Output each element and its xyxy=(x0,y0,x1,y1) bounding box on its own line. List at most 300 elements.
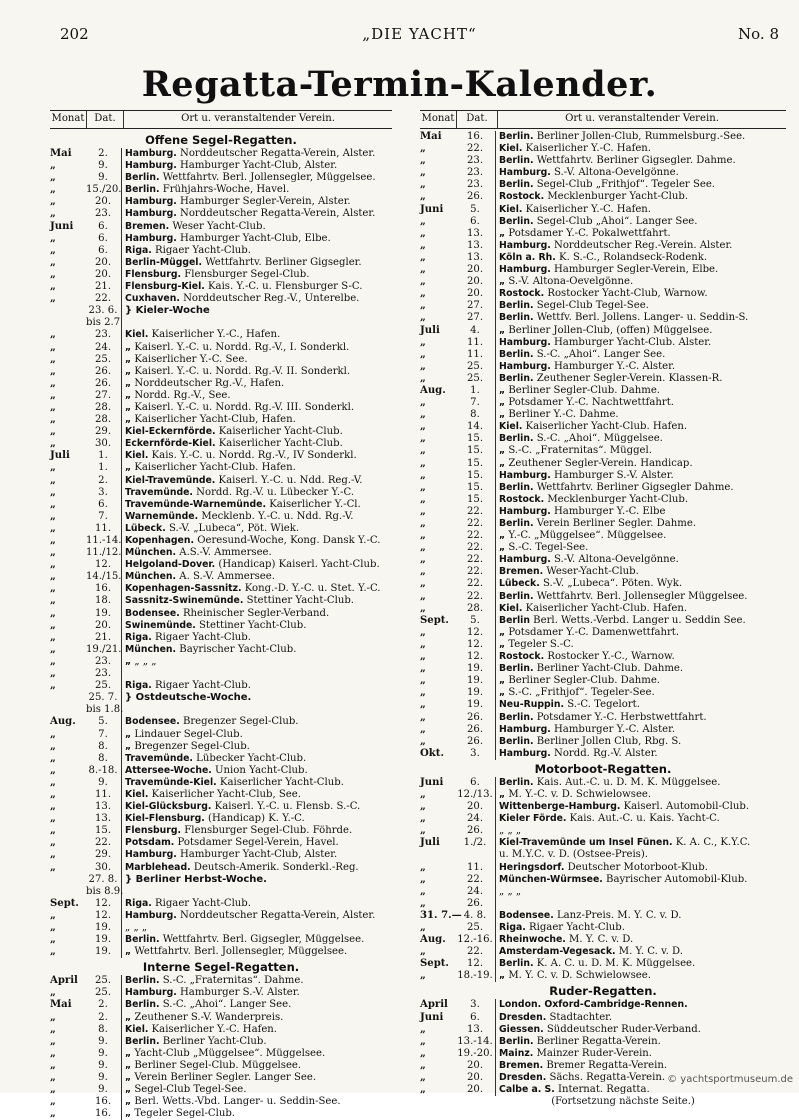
date-cell: 12.-16. xyxy=(456,934,496,946)
venue-club: Kaiserlicher Y.-C. See. xyxy=(131,353,248,365)
venue-club: Hamburger Yacht-Club, Elbe. xyxy=(176,232,331,244)
venue-club: Rigaer Yacht-Club. xyxy=(151,244,251,256)
month-cell: „ xyxy=(420,179,426,191)
venue-club: Flensburger Segel-Club. xyxy=(181,268,310,280)
month-cell: Juni xyxy=(50,220,74,232)
date-cell: 12. xyxy=(86,898,122,910)
venue-cell xyxy=(496,252,786,264)
venue-city: Heringsdorf. xyxy=(499,861,565,873)
venue-club: S.-C. „Fraternitas“. Dahme. xyxy=(159,975,304,987)
table-row xyxy=(50,680,392,692)
month-cell xyxy=(50,704,86,716)
month-cell: Sept. xyxy=(420,958,449,970)
venue-cell xyxy=(122,317,392,329)
month-cell: „ xyxy=(50,1096,56,1108)
date-cell: 11. xyxy=(456,862,496,874)
venue-city: „ xyxy=(499,542,506,554)
table-row xyxy=(420,337,786,349)
date-cell: 24. xyxy=(456,813,496,825)
section-heading: Motorboot-Regatten. xyxy=(534,761,672,776)
month-cell: „ xyxy=(50,619,56,631)
date-cell: 19. xyxy=(86,946,122,958)
date-cell: 9. xyxy=(86,1036,122,1048)
venue-cell xyxy=(122,922,392,934)
venue-cell xyxy=(496,191,786,203)
venue-city: Swinemünde. xyxy=(125,619,196,631)
venue-cell xyxy=(122,462,392,474)
date-cell: 16. xyxy=(86,583,122,595)
venue-city: Riga. xyxy=(125,897,152,909)
month-cell: Sept. xyxy=(420,614,449,626)
month-cell: Mai xyxy=(50,148,72,159)
month-cell: „ xyxy=(420,409,426,421)
venue-cell xyxy=(496,910,786,922)
month-cell: „ xyxy=(420,276,426,288)
date-cell: 26. xyxy=(456,825,496,837)
table-row xyxy=(50,975,392,987)
month-cell: „ xyxy=(50,510,56,522)
watermark: © yachtsportmuseum.de xyxy=(667,1074,793,1085)
venue-club: Deutscher Motorboot-Klub. xyxy=(564,861,708,873)
table-row xyxy=(420,264,786,276)
table-row xyxy=(420,898,786,910)
table-row xyxy=(50,668,392,680)
venue-city: „ xyxy=(125,389,132,401)
section-heading: Ruder-Regatten. xyxy=(549,984,657,999)
venue-club: Tegeler Segel-Club. xyxy=(131,1108,236,1120)
month-cell: Mai xyxy=(420,131,442,142)
venue-club: Potsdamer Y.-C. Damenwettfahrt. xyxy=(505,626,680,638)
date-cell: 28. xyxy=(456,603,496,615)
venue-cell xyxy=(496,651,786,663)
venue-club: Hamburger S.-V. Alster. xyxy=(550,469,674,481)
month-cell: „ xyxy=(420,469,426,481)
venue-city: London. Oxford-Cambridge-Rennen. xyxy=(499,999,688,1011)
month-cell: „ xyxy=(420,300,426,312)
venue-cell xyxy=(122,354,392,366)
month-cell: „ xyxy=(50,389,56,401)
date-cell: 8. xyxy=(86,753,122,765)
table-row xyxy=(50,1108,392,1120)
venue-club: „ „ „ xyxy=(499,885,522,897)
venue-cell xyxy=(122,934,392,946)
month-cell: „ xyxy=(420,885,426,897)
venue-city: Berlin xyxy=(499,614,530,626)
venue-cell xyxy=(122,535,392,547)
table-row xyxy=(50,934,392,946)
venue-club: S.-C. „Ahoi“. Langer See. xyxy=(533,348,666,360)
date-cell: 7. xyxy=(86,729,122,741)
month-cell: „ xyxy=(420,675,426,687)
date-cell: 20. xyxy=(86,269,122,281)
month-cell: „ xyxy=(420,687,426,699)
month-cell: „ xyxy=(420,825,426,837)
date-cell: 23. xyxy=(86,668,122,680)
month-cell: „ xyxy=(420,143,426,155)
date-cell: 15. xyxy=(456,433,496,445)
date-cell: 12. xyxy=(456,639,496,651)
venue-cell xyxy=(122,765,392,777)
table-row xyxy=(420,566,786,578)
table-row xyxy=(50,765,392,777)
date-cell: 14./15. xyxy=(86,571,122,583)
venue-city: Berlin. xyxy=(499,590,534,602)
venue-city: Flensburg. xyxy=(125,825,182,837)
venue-club: Potsdamer Y.-C. Nachtwettfahrt. xyxy=(505,397,674,409)
venue-club: Berliner Segler-Club. Dahme. xyxy=(505,675,660,687)
date-cell: 16. xyxy=(86,1108,122,1120)
table-row xyxy=(50,886,392,898)
venue-city: Berlin. xyxy=(499,663,534,675)
venue-club: S.-C. „Ahoi“. Müggelsee. xyxy=(533,433,663,445)
date-cell: 23. xyxy=(86,329,122,341)
venue-city: „ xyxy=(499,227,506,239)
venue-city: Berlin. xyxy=(499,776,534,788)
month-cell: „ xyxy=(50,764,56,776)
month-cell: „ xyxy=(420,215,426,227)
venue-club: S.-C. Tegel-See. xyxy=(505,542,589,554)
venue-cell xyxy=(496,276,786,288)
date-cell: 25. xyxy=(456,373,496,385)
venue-club: Zeuthener Segler-Verein. Handicap. xyxy=(505,457,693,469)
venue-cell xyxy=(122,426,392,438)
venue-club: Stettiner Yacht-Club. xyxy=(195,619,307,631)
table-row xyxy=(420,143,786,155)
venue-club: Hamburger Yacht-Club, Alster. xyxy=(176,849,338,861)
venue-city: Lübeck. xyxy=(499,578,540,590)
month-cell: „ xyxy=(420,711,426,723)
venue-club: Wettfahrtv. Berl. Gigsegler, Müggelsee. xyxy=(159,934,365,946)
table-row xyxy=(420,397,786,409)
month-cell: „ xyxy=(50,438,56,450)
date-cell: 22. xyxy=(456,578,496,590)
table-row xyxy=(50,801,392,813)
venue-city: Cuxhaven. xyxy=(125,293,180,305)
month-cell: „ xyxy=(420,638,426,650)
month-cell xyxy=(50,874,86,886)
venue-club: S.-C. „Ahoi“. Langer See. xyxy=(159,999,292,1011)
month-cell: „ xyxy=(420,312,426,324)
venue-cell xyxy=(496,445,786,457)
table-row xyxy=(50,172,392,184)
date-cell: 11. xyxy=(86,789,122,801)
table-row xyxy=(50,595,392,607)
date-cell: 23. xyxy=(456,155,496,167)
table-row xyxy=(50,789,392,801)
month-cell: „ xyxy=(420,421,426,433)
date-cell: 20. xyxy=(456,1072,496,1084)
venue-city: „ xyxy=(499,276,506,288)
month-cell: „ xyxy=(420,873,426,885)
venue-cell xyxy=(496,155,786,167)
venue-city: Dresden. xyxy=(499,1072,547,1084)
venue-city: „ xyxy=(125,1108,132,1120)
date-cell: 19. xyxy=(456,675,496,687)
venue-city: Giessen. xyxy=(499,1023,544,1035)
venue-cell xyxy=(122,378,392,390)
table-header xyxy=(420,110,786,129)
venue-cell xyxy=(122,342,392,354)
venue-cell xyxy=(122,221,392,233)
date-cell: 22. xyxy=(456,542,496,554)
venue-cell xyxy=(496,578,786,590)
venue-city: Wittenberge-Hamburg. xyxy=(499,801,621,813)
venue-city: Hamburg. xyxy=(499,239,551,251)
venue-cell xyxy=(496,470,786,482)
venue-city: Berlin. xyxy=(125,999,160,1011)
venue-cell xyxy=(496,615,786,627)
month-cell xyxy=(50,317,86,329)
date-cell: 8.-18. xyxy=(86,765,122,777)
venue-cell xyxy=(122,196,392,208)
venue-city: „ xyxy=(499,409,506,421)
venue-club: A.S.-V. Ammersee. xyxy=(176,547,272,559)
month-cell: „ xyxy=(50,377,56,389)
month-cell: „ xyxy=(50,987,56,999)
venue-city: „ xyxy=(125,946,132,958)
venue-club: (Handicap) Kaiserl. Yacht-Club. xyxy=(215,559,380,571)
venue-city: Dresden. xyxy=(499,1011,547,1023)
table-row xyxy=(50,426,392,438)
table-row xyxy=(420,699,786,711)
table-row xyxy=(420,922,786,934)
section-heading: Offene Segel-Regatten. xyxy=(145,133,297,147)
table-row xyxy=(50,293,392,305)
venue-cell xyxy=(122,1060,392,1072)
venue-city: Amsterdam-Vegesack. xyxy=(499,946,616,958)
venue-club: Wettfahrtv. Berliner Gigsegler. xyxy=(202,256,362,268)
venue-club: Berliner Yacht-Club. Dahme. xyxy=(533,663,684,675)
venue-club: Berliner Jollen Club, Rbg. S. xyxy=(533,735,682,747)
venue-city: Kiel. xyxy=(125,450,149,462)
table-row xyxy=(420,910,786,922)
table-row xyxy=(420,837,786,849)
venue-cell xyxy=(122,910,392,922)
table-row xyxy=(50,1012,392,1024)
date-cell: 13. xyxy=(456,1024,496,1036)
venue-club: Kaiserlicher Yacht-Club. Hafen. xyxy=(522,421,688,433)
venue-cell xyxy=(122,499,392,511)
date-cell xyxy=(456,849,496,861)
venue-city: Kopenhagen. xyxy=(125,535,195,546)
venue-cell xyxy=(122,1072,392,1084)
table-row xyxy=(420,999,786,1011)
venue-cell xyxy=(496,554,786,566)
table-row xyxy=(50,729,392,741)
table-row xyxy=(420,748,786,760)
table-row xyxy=(50,221,392,233)
table-row xyxy=(50,148,392,160)
venue-club: Union Yacht-Club. xyxy=(211,764,308,776)
table-row xyxy=(50,208,392,220)
venue-cell xyxy=(122,1096,392,1108)
venue-city: Lübeck. xyxy=(125,522,166,534)
month-cell: 31. 7.— xyxy=(420,909,462,921)
table-row xyxy=(50,777,392,789)
date-cell: 9. xyxy=(86,160,122,172)
venue-city: Hamburg. xyxy=(499,167,551,179)
date-cell: 26. xyxy=(456,898,496,910)
venue-cell xyxy=(496,385,786,397)
table-row xyxy=(420,433,786,445)
venue-cell xyxy=(122,329,392,341)
venue-cell xyxy=(496,837,786,849)
journal-title: „DIE YACHT“ xyxy=(362,25,477,43)
venue-cell xyxy=(496,1048,786,1060)
table-row xyxy=(50,414,392,426)
date-cell: 15. xyxy=(456,445,496,457)
venue-club: M. Y.-C. v. D. Schwielowsee. xyxy=(505,788,652,800)
venue-city: München-Würmsee. xyxy=(499,873,603,885)
header-ort: Ort u. veranstaltender Verein. xyxy=(565,113,719,124)
table-row xyxy=(50,196,392,208)
venue-club: M. Y. C. v. D. xyxy=(615,946,683,958)
venue-city: Berlin. xyxy=(499,179,534,191)
month-cell: „ xyxy=(50,922,56,933)
date-cell: 29. xyxy=(86,426,122,438)
venue-city: Kiel. xyxy=(125,329,149,341)
venue-city: „ xyxy=(125,1047,132,1059)
venue-club: Wettfahrtv. Berliner Gigsegler. Dahme. xyxy=(533,155,736,167)
venue-cell xyxy=(496,216,786,228)
venue-cell xyxy=(122,999,392,1011)
month-cell: „ xyxy=(50,1011,56,1023)
venue-cell xyxy=(122,1048,392,1060)
date-cell: 9. xyxy=(86,777,122,789)
table-row xyxy=(420,216,786,228)
date-cell: 19. xyxy=(456,687,496,699)
month-cell: „ xyxy=(50,1072,56,1084)
month-cell: Juni xyxy=(420,203,444,215)
date-cell: 15./20. xyxy=(86,184,122,196)
venue-club: Rostocker Yacht-Club, Warnow. xyxy=(544,288,708,300)
month-cell: „ xyxy=(50,909,56,921)
venue-club: Verein Berliner Segler. Langer See. xyxy=(131,1072,317,1084)
date-cell: 13. xyxy=(86,813,122,825)
month-cell: „ xyxy=(420,372,426,384)
date-cell: 21. xyxy=(86,281,122,293)
table-row xyxy=(420,421,786,433)
venue-city: „ xyxy=(125,365,132,377)
table-row xyxy=(420,204,786,216)
month-cell: „ xyxy=(50,196,56,208)
date-cell: 3. xyxy=(456,748,496,760)
table-row xyxy=(50,644,392,656)
venue-club: Kaiserlicher Yacht-Club, Hafen. xyxy=(131,414,296,426)
venue-club: Kaiserl. Y.-C. u. Flensb. S.-C. xyxy=(211,801,361,813)
issue-number: No. 8 xyxy=(738,25,779,43)
table-row xyxy=(50,511,392,523)
venue-city: Berlin. xyxy=(499,155,534,167)
venue-city: „ xyxy=(499,530,506,542)
venue-city: Kiel-Travemünde um Insel Fünen. xyxy=(499,837,673,849)
venue-cell xyxy=(122,656,392,668)
venue-cell xyxy=(122,293,392,305)
venue-cell xyxy=(122,704,392,716)
table-row xyxy=(420,494,786,506)
month-cell: „ xyxy=(420,505,426,517)
date-cell: 20. xyxy=(456,801,496,813)
venue-club: Potsdamer Y.-C. Herbstwettfahrt. xyxy=(533,711,707,723)
venue-club: Nordd. Rg.-V. u. Lübecker Y.-C. xyxy=(192,486,355,498)
venue-club: Weser Yacht-Club. xyxy=(169,220,266,232)
date-cell: 29. xyxy=(86,849,122,861)
date-cell: 27. 8. xyxy=(86,874,122,886)
venue-cell xyxy=(122,366,392,378)
venue-city: Hamburg. xyxy=(499,554,551,566)
venue-club: S.-C. „Frithjof“. Tegeler-See. xyxy=(505,687,655,699)
venue-cell xyxy=(122,305,392,317)
table-row xyxy=(420,934,786,946)
venue-cell xyxy=(496,240,786,252)
venue-club: Berliner Jollen-Club, (offen) Müggelsee. xyxy=(505,324,713,336)
venue-city: Hamburg. xyxy=(499,723,551,735)
venue-club: Bayrischer Automobil-Klub. xyxy=(602,873,748,885)
date-cell: 2. xyxy=(86,475,122,487)
table-row xyxy=(50,487,392,499)
date-cell: 25. xyxy=(86,354,122,366)
table-header xyxy=(50,110,392,129)
venue-club: S.-V. Altona-Oevelgönne. xyxy=(550,167,679,179)
month-cell: „ xyxy=(50,837,56,849)
venue-city: Berlin. xyxy=(125,172,160,184)
date-cell: 13. xyxy=(456,252,496,264)
table-row xyxy=(50,438,392,450)
venue-city: Berlin. xyxy=(499,711,534,723)
venue-cell xyxy=(122,862,392,874)
table-row xyxy=(50,1024,392,1036)
venue-city: Berlin. xyxy=(499,958,534,970)
venue-club: Sächs. Regatta-Verein. xyxy=(546,1072,666,1084)
venue-club: „ „ „ xyxy=(499,825,522,837)
venue-club: Kais. Y.-C. u. Nordd. Rg.-V., IV Sonderkl. xyxy=(148,450,357,462)
month-cell xyxy=(420,849,456,861)
venue-city: Hamburg. xyxy=(125,148,177,159)
venue-city: „ xyxy=(499,687,506,699)
venue-cell xyxy=(496,494,786,506)
venue-cell xyxy=(122,753,392,765)
venue-club: Kais. Y.-C. u. Flensburger S-C. xyxy=(204,281,363,293)
venue-cell xyxy=(496,748,786,760)
date-cell: 2. xyxy=(86,999,122,1011)
venue-cell xyxy=(122,898,392,910)
venue-cell xyxy=(122,184,392,196)
venue-city: „ xyxy=(125,728,132,740)
date-cell: 25. xyxy=(456,361,496,373)
month-cell xyxy=(50,305,86,317)
date-cell: 26. xyxy=(456,712,496,724)
venue-cell xyxy=(496,458,786,470)
table-row xyxy=(420,288,786,300)
month-cell: „ xyxy=(50,946,56,958)
month-cell: „ xyxy=(420,288,426,300)
venue-cell xyxy=(122,874,392,886)
month-cell: Juli xyxy=(50,450,70,462)
venue-city: Kiel. xyxy=(499,421,523,433)
table-row xyxy=(420,813,786,825)
venue-club: Frühjahrs-Woche, Havel. xyxy=(159,184,290,196)
venue-club: Rigaer Yacht-Club. xyxy=(151,897,251,909)
table-row xyxy=(50,716,392,728)
table-row xyxy=(420,131,786,143)
venue-club: Berliner Yacht-Club. xyxy=(159,1035,267,1047)
table-row xyxy=(50,656,392,668)
venue-club: Lanz-Preis. M. Y. C. v. D. xyxy=(553,909,682,921)
date-cell: 23. xyxy=(86,656,122,668)
venue-club: Berliner Segler-Club. Dahme. xyxy=(505,384,660,396)
venue-club: Kais. Aut.-C. u. Kais. Yacht-C. xyxy=(566,813,720,825)
table-row xyxy=(50,1036,392,1048)
